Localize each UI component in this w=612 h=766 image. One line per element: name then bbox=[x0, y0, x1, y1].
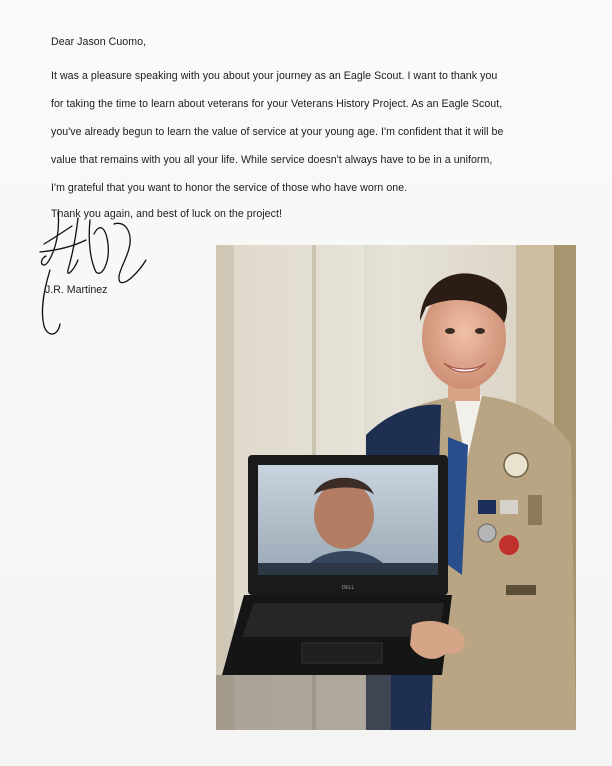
letter-line-5: I'm grateful that you want to honor the service of those who have worn one. bbox=[51, 182, 408, 194]
laptop-brand-logo: DELL bbox=[341, 585, 355, 591]
letter-line-1: It was a pleasure speaking with you about your journey as an Eagle Scout. I want to thank you bbox=[51, 70, 498, 82]
handwritten-signature bbox=[30, 200, 160, 350]
letter-line-2: for taking the time to learn about veterans for your Veterans History Project. As an Eagle Scout, bbox=[51, 98, 503, 110]
letter-line-3: you've already begun to learn the value of service at your young age. I'm confident that it will be bbox=[51, 126, 504, 138]
letter-salutation: Dear Jason Cuomo, bbox=[51, 36, 147, 48]
eagle-scout-photo bbox=[216, 245, 576, 730]
signer-name: J.R. Martinez bbox=[45, 284, 108, 296]
letter-line-4: value that remains with you all your life. While service doesn't always have to be in a uniform, bbox=[51, 154, 493, 166]
letter-line-6: Thank you again, and best of luck on the project! bbox=[51, 208, 282, 220]
